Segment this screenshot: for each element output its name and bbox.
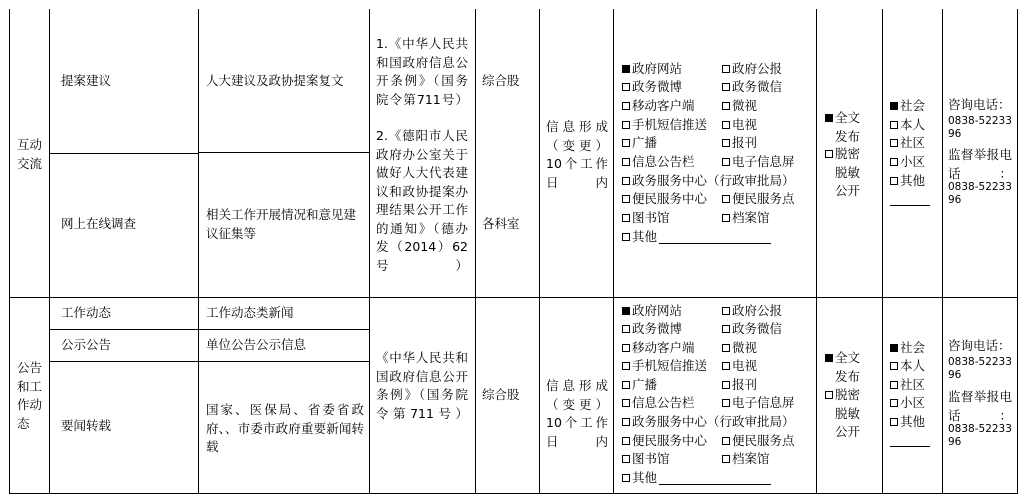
channel-option[interactable]: 政务服务中心（行政审批局） <box>622 172 795 191</box>
checkbox-icon <box>722 121 730 129</box>
item-content-online-survey: 相关工作开展情况和意见建议征集等 <box>206 207 357 241</box>
checkbox-icon <box>622 362 630 370</box>
audience-option[interactable]: 其他 <box>890 413 925 432</box>
contact-report-label: 监督举报电话： <box>948 147 1012 181</box>
checkbox-icon <box>622 83 630 91</box>
checkbox-icon <box>622 158 630 166</box>
checkbox-icon <box>722 102 730 110</box>
channel-option[interactable]: 微视 <box>722 97 757 116</box>
checkbox-icon <box>722 437 730 445</box>
checkbox-checked-icon <box>890 102 898 110</box>
basis-regulation: 1.《中华人民共和国政府信息公开条例》（国务院令第711号） <box>376 36 468 107</box>
channel-option[interactable]: 手机短信推送 <box>622 357 707 376</box>
checkbox-icon <box>622 214 630 222</box>
checkbox-icon <box>622 195 630 203</box>
contact-consult-label: 咨询电话： <box>948 97 1011 112</box>
checkbox-icon <box>890 399 898 407</box>
contact-report-phone: 0838-5223396 <box>948 181 1012 206</box>
category-interaction: 互动交流 <box>17 137 43 171</box>
channel-option[interactable]: 政府公报 <box>722 302 782 321</box>
item-content-public-notice: 单位公告公示信息 <box>206 337 307 352</box>
checkbox-icon <box>622 455 630 463</box>
audience-option[interactable]: 社会 <box>890 97 925 116</box>
channel-option[interactable]: 报刊 <box>722 376 757 395</box>
checkbox-icon <box>890 362 898 370</box>
checkbox-icon <box>722 325 730 333</box>
checkbox-icon <box>722 399 730 407</box>
channel-option[interactable]: 政务微信 <box>722 78 782 97</box>
disclosure-option[interactable]: 全文发布 <box>825 349 863 386</box>
other-channel-blank[interactable] <box>659 231 771 244</box>
checkbox-icon <box>722 344 730 352</box>
channel-option[interactable]: 报刊 <box>722 134 757 153</box>
checkbox-checked-icon <box>622 65 630 73</box>
channel-option[interactable]: 电子信息屏 <box>722 153 795 172</box>
channel-option[interactable]: 其他 <box>622 228 771 247</box>
contact-consult-phone: 0838-5223396 <box>948 115 1012 140</box>
audience-option[interactable]: 小区 <box>890 394 925 413</box>
audience-option[interactable]: 社区 <box>890 376 925 395</box>
timeline: 信息形成（变更）10个工作日内 <box>546 119 608 190</box>
subject-general-2: 综合股 <box>482 387 520 402</box>
item-name-news-repost: 要闻转载 <box>61 418 112 433</box>
checkbox-checked-icon <box>890 344 898 352</box>
checkbox-checked-icon <box>825 114 833 122</box>
channel-option[interactable]: 图书馆 <box>622 450 670 469</box>
checkbox-icon <box>622 177 630 185</box>
checkbox-icon <box>722 362 730 370</box>
checkbox-icon <box>622 102 630 110</box>
checkbox-icon <box>622 139 630 147</box>
basis-regulation-2: 《中华人民共和国政府信息公开条例》（国务院令第711号） <box>376 350 468 421</box>
disclosure-option[interactable]: 全文发布 <box>825 109 863 146</box>
audience-option[interactable]: 其他 <box>890 172 925 191</box>
checkbox-icon <box>890 418 898 426</box>
checkbox-icon <box>622 418 630 426</box>
item-name-proposal: 提案建议 <box>61 73 112 88</box>
channel-option[interactable]: 档案馆 <box>722 450 770 469</box>
audience-other-blank[interactable] <box>890 193 930 212</box>
channel-option[interactable]: 电视 <box>722 116 757 135</box>
channel-option[interactable]: 广播 <box>622 134 657 153</box>
channel-option[interactable]: 政务服务中心（行政审批局） <box>622 413 795 432</box>
checkbox-icon <box>622 474 630 482</box>
channel-option[interactable]: 便民服务中心 <box>622 190 707 209</box>
channel-option[interactable]: 移动客户端 <box>622 97 695 116</box>
channel-option[interactable]: 信息公告栏 <box>622 394 695 413</box>
channel-option[interactable]: 政府网站 <box>622 60 682 79</box>
disclosure-option[interactable]: 脱密脱敏公开 <box>825 386 863 442</box>
channel-option[interactable]: 便民服务点 <box>722 432 795 451</box>
channel-option[interactable]: 其他 <box>622 469 771 488</box>
checkbox-icon <box>722 83 730 91</box>
contact-report-phone: 0838-5223396 <box>948 423 1012 448</box>
checkbox-icon <box>622 437 630 445</box>
disclosure-option[interactable]: 脱密脱敏公开 <box>825 145 863 201</box>
checkbox-icon <box>622 381 630 389</box>
checkbox-icon <box>890 177 898 185</box>
checkbox-icon <box>890 139 898 147</box>
channel-option[interactable]: 政府网站 <box>622 302 682 321</box>
channel-option[interactable]: 手机短信推送 <box>622 116 707 135</box>
audience-other-blank[interactable] <box>890 434 930 453</box>
checkbox-icon <box>890 158 898 166</box>
contact-report-label: 监督举报电话： <box>948 389 1012 423</box>
checkbox-icon <box>622 121 630 129</box>
checkbox-icon <box>722 214 730 222</box>
contact-consult-phone: 0838-5223396 <box>948 356 1012 381</box>
audience-option[interactable]: 本人 <box>890 116 925 135</box>
channel-option[interactable]: 政务微博 <box>622 78 682 97</box>
checkbox-icon <box>890 121 898 129</box>
checkbox-icon <box>622 344 630 352</box>
channel-option[interactable]: 政务微信 <box>722 320 782 339</box>
channel-option[interactable]: 电视 <box>722 357 757 376</box>
channel-option[interactable]: 移动客户端 <box>622 339 695 358</box>
channel-option[interactable]: 电子信息屏 <box>722 394 795 413</box>
checkbox-icon <box>722 139 730 147</box>
item-name-public-notice: 公示公告 <box>61 337 112 352</box>
basis-notice: 2.《德阳市人民政府办公室关于做好人大代表建议和政协提案办理结果公开工作的通知》（德办发（2014）62号） <box>376 128 468 273</box>
audience-option[interactable]: 社会 <box>890 339 925 358</box>
audience-option[interactable]: 本人 <box>890 357 925 376</box>
checkbox-icon <box>722 158 730 166</box>
contact-consult-label: 咨询电话： <box>948 338 1011 353</box>
channel-option[interactable]: 政务微博 <box>622 320 682 339</box>
item-content-work-news: 工作动态类新闻 <box>206 305 294 320</box>
checkbox-icon <box>825 391 833 399</box>
channel-option[interactable]: 便民服务点 <box>722 190 795 209</box>
checkbox-icon <box>722 455 730 463</box>
checkbox-icon <box>890 381 898 389</box>
checkbox-icon <box>722 195 730 203</box>
checkbox-icon <box>722 65 730 73</box>
channel-option[interactable]: 微视 <box>722 339 757 358</box>
channel-option[interactable]: 便民服务中心 <box>622 432 707 451</box>
item-content-news-repost: 国家、医保局、省委省政府、、市委市政府重要新闻转载 <box>206 402 364 454</box>
item-content-proposal: 人大建议及政协提案复文 <box>206 73 344 88</box>
audience-option[interactable]: 小区 <box>890 153 925 172</box>
checkbox-icon <box>622 325 630 333</box>
checkbox-icon <box>825 150 833 158</box>
audience-option[interactable]: 社区 <box>890 134 925 153</box>
channel-option[interactable]: 广播 <box>622 376 657 395</box>
checkbox-checked-icon <box>622 307 630 315</box>
channel-option[interactable]: 档案馆 <box>722 209 770 228</box>
channel-option[interactable]: 政府公报 <box>722 60 782 79</box>
checkbox-icon <box>722 307 730 315</box>
item-name-online-survey: 网上在线调查 <box>61 216 137 231</box>
checkbox-icon <box>622 399 630 407</box>
other-channel-blank[interactable] <box>659 472 771 485</box>
channel-option[interactable]: 图书馆 <box>622 209 670 228</box>
category-announcements: 公告和工作动态 <box>17 360 43 431</box>
subject-all-sections: 各科室 <box>482 216 520 231</box>
checkbox-icon <box>722 381 730 389</box>
subject-general: 综合股 <box>482 73 520 88</box>
channel-option[interactable]: 信息公告栏 <box>622 153 695 172</box>
item-name-work-news: 工作动态 <box>61 305 112 320</box>
checkbox-icon <box>622 233 630 241</box>
checkbox-checked-icon <box>825 354 833 362</box>
timeline-2: 信息形成（变更）10个工作日内 <box>546 378 608 449</box>
